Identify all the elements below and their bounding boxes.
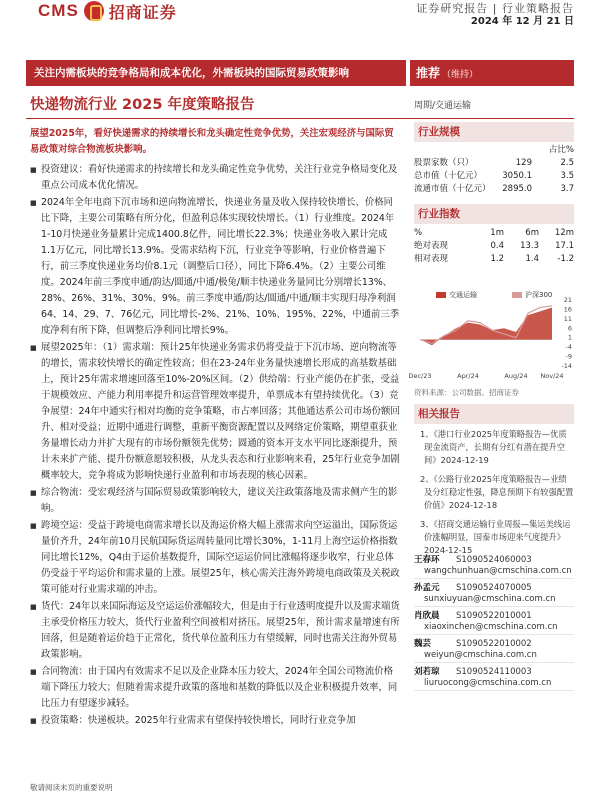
cell-value: 1.4 bbox=[525, 254, 539, 264]
legend-swatch bbox=[512, 292, 522, 298]
cell-value: 13.3 bbox=[520, 241, 539, 251]
analyst-entry bbox=[414, 554, 574, 579]
col-header: 12m bbox=[554, 228, 574, 238]
metric-value: 129 bbox=[515, 158, 532, 168]
analyst-list bbox=[414, 554, 574, 694]
rating-sub: （维持） bbox=[442, 70, 479, 80]
headline-banner: 关注内需板块的竞争格局和成本优化，外需板块的国际贸易政策影响 bbox=[26, 60, 406, 86]
legend-label: 沪深300 bbox=[525, 291, 553, 299]
bullet-item: ■ 2024年全年电商下沉市场和逆向物流增长，快递业务量及收入保持较快增长、价格同比下降，主要公司策略有所分化，但盈利总体实现较快增长。（1）行业维度。2024年1-10月快递业务量累计完成1400.8亿件，同比增长22.3%；快递业务收入累计完成1.1万亿元，同比增长13.9%。受需求结构下沉，行业竞争等影响，行业价格普遍下行，前三季度快递业务均价8.1元（调整后口径），同比下降6.4%。（2）主要公司维度。2024年前三季度申通/韵达/圆通/中通/极兔/顺丰快递业务量同比分别增长13%、28%、26%、31%、30%、9%。前三季度申通/韵达/圆通/中通/顺丰实现归母净利润64、14、29、7、76亿元，同比增长-2%、21%、10%、195%、22%，中通前三季度净利有所下降，但调整后净利同比增长9%。 bbox=[30, 195, 402, 339]
index-chart bbox=[408, 290, 574, 382]
footer-note: 敬请阅读末页的重要说明 bbox=[30, 783, 113, 792]
metric-pct: 3.7 bbox=[560, 184, 574, 194]
analyst-email[interactable]: sunxiuyuan@cmschina.com.cn bbox=[414, 594, 574, 607]
report-category: 周期/交通运输 bbox=[414, 101, 472, 111]
metric-pct: 2.5 bbox=[560, 158, 574, 168]
analyst-entry bbox=[414, 638, 574, 663]
table-row bbox=[414, 253, 574, 266]
bullet-item: ■ 跨境空运：受益于跨境电商需求增长以及海运价格大幅上涨需求向空运溢出，国际货运量价齐升，24年前10月民航国际货运周转量同比增长30%，1-11月上海空运价格指数同比增长12%，Q4由于运价基数提升，国际空运运价同比涨幅将逐步收窄，行业总体仍受益于平均运价和需求量的上涨。展望25年，核心需关注海外跨境电商政策及关税政策可能对行业需求端的冲击。 bbox=[30, 518, 402, 598]
table-row bbox=[414, 183, 574, 196]
analyst-entry bbox=[414, 582, 574, 607]
metric-label: 流通市值（十亿元） bbox=[414, 184, 491, 194]
y-tick-label: -14 bbox=[561, 362, 572, 370]
analyst-name: 王春环 bbox=[414, 555, 440, 565]
analyst-name: 魏芸 bbox=[414, 639, 432, 649]
bullet-item: ■ 综合物流：受宏观经济与国际贸易政策影响较大，建议关注政策落地及需求侧产生的影响。 bbox=[30, 485, 402, 517]
table-row bbox=[414, 240, 574, 253]
x-tick-label: Dec/23 bbox=[408, 372, 432, 380]
metric-label: 股票家数（只） bbox=[414, 158, 474, 168]
analyst-email[interactable]: liuruocong@cmschina.com.cn bbox=[414, 678, 574, 691]
bullet-item: ■ 投资建议：看好快递需求的持续增长和龙头确定性竞争优势，关注行业竞争格局变化及重点公司成本优化情况。 bbox=[30, 162, 402, 194]
bullet-list bbox=[30, 162, 402, 730]
legend-item bbox=[436, 290, 477, 300]
related-report-link[interactable]: 3、《招商交通运输行业周报—集运美线运价涨幅明显，国泰市场迎来气度提升》2024-12-15 bbox=[420, 519, 571, 555]
performance-heading: 行业指数 bbox=[414, 204, 574, 224]
x-tick-label: Aug/24 bbox=[504, 372, 528, 380]
cell-value: 0.4 bbox=[490, 241, 504, 251]
metric-label: 总市值（十亿元） bbox=[414, 171, 483, 181]
analyst-entry bbox=[414, 666, 574, 691]
chart-svg bbox=[408, 290, 574, 382]
analyst-id: S1090522010002 bbox=[456, 639, 532, 649]
analyst-id: S1090522010001 bbox=[456, 611, 532, 621]
performance-table bbox=[414, 227, 574, 266]
x-tick-label: Apr/24 bbox=[457, 372, 479, 380]
legend-label: 交通运输 bbox=[449, 291, 477, 299]
analyst-id: S1090524110003 bbox=[456, 667, 532, 677]
col-header: 6m bbox=[525, 228, 539, 238]
metric-pct: 3.5 bbox=[560, 171, 574, 181]
bullet-item: ■ 展望2025年：（1）需求端：预计25年快递业务需求仍将受益于下沉市场、逆向物流等的增长，需求较快增长的确定性较高；但在23-24年业务量快速增长形成的高基数基础上，预计25年需求增速回落至10%-20%区间。（2）供给端：行业产能仍在扩张，受益于规模效应、产能力利用率提升和运营管理效率提升，单票成本有望持续优化。（3）竞争展望：24年中通实行相对均衡的竞争策略，市占率回落；其他通达系公司市场份额回升、相对受益；近期中通进行调整，重新平衡资源配置以及网络定价策略，期望重获业务量增长动力并扩大现有的市场份额领先优势；圆通的资本开支水平同比逐渐提升，预计未来扩产能、提升份额意愿较积极，从龙头表态和行业影响来看，25年行业竞争加剧概率较大，竞争将成为影响快递行业盈利和市场表现的核心因素。 bbox=[30, 340, 402, 484]
col-header: % bbox=[414, 228, 423, 238]
analyst-id: S1090524060003 bbox=[456, 555, 532, 565]
cell-value: 1.2 bbox=[490, 254, 504, 264]
analyst-entry bbox=[414, 610, 574, 635]
y-tick-label: -4 bbox=[565, 343, 572, 352]
y-tick-label: 16 bbox=[563, 305, 572, 314]
key-metrics-table bbox=[414, 144, 574, 196]
table-header-row bbox=[414, 227, 574, 240]
metric-value: 3050.1 bbox=[502, 171, 532, 181]
report-title: 快递物流行业 2025 年度策略报告 bbox=[30, 97, 255, 113]
logo-emblem-icon bbox=[84, 1, 104, 21]
y-tick-label: 6 bbox=[567, 324, 572, 333]
table-row bbox=[414, 157, 574, 170]
unit-header: 占比% bbox=[548, 145, 574, 155]
related-list bbox=[414, 428, 574, 563]
y-tick-label: -9 bbox=[565, 352, 572, 361]
bullet-item: ■ 货代：24年以来国际海运及空运运价涨幅较大，但是由于行业透明度提升以及需求端货主承受价格压力较大，货代行业盈利空间被相对挤压。展望25年，预计需求量增速有所回落，但是随着运价趋于正常化，货代单位盈利压力有望缓解，同时也需关注海外贸易政策影响。 bbox=[30, 599, 402, 663]
analyst-name: 刘若琼 bbox=[414, 667, 440, 677]
analyst-email[interactable]: wangchunhuan@cmschina.com.cn bbox=[414, 566, 574, 579]
page-header bbox=[0, 0, 600, 40]
col-header: 1m bbox=[490, 228, 504, 238]
analyst-email[interactable]: xiaoxinchen@cmschina.com.cn bbox=[414, 622, 574, 635]
cell-value: 17.1 bbox=[555, 241, 574, 251]
key-metrics-heading: 行业规模 bbox=[414, 122, 574, 142]
y-tick-label: 21 bbox=[563, 296, 572, 304]
company-logo bbox=[38, 0, 177, 22]
analyst-email[interactable]: weiyun@cmschina.com.cn bbox=[414, 650, 574, 663]
logo-cn-text: 招商证券 bbox=[108, 2, 177, 22]
title-divider bbox=[26, 118, 574, 119]
logo-cms-text: CMS bbox=[38, 1, 79, 20]
row-label: 绝对表现 bbox=[414, 241, 449, 251]
related-heading: 相关报告 bbox=[414, 404, 574, 424]
document-type: 证券研究报告 | 行业策略报告 bbox=[416, 2, 574, 15]
legend-item bbox=[512, 290, 552, 300]
cell-value: -1.2 bbox=[557, 254, 574, 264]
table-header-row bbox=[414, 144, 574, 157]
y-tick-label: 11 bbox=[563, 314, 572, 323]
analyst-id: S1090524070005 bbox=[456, 583, 532, 593]
document-date: 2024 年 12 月 21 日 bbox=[470, 16, 574, 27]
y-tick-label: 1 bbox=[567, 333, 572, 342]
rating-box bbox=[410, 60, 574, 86]
chart-source: 资料来源：公司数据、招商证券 bbox=[414, 388, 519, 397]
analyst-name: 孙孟元 bbox=[414, 583, 440, 593]
bullet-item: ■ 投资策略：快递板块。2025年行业需求有望保持较快增长，同时行业竞争加 bbox=[30, 713, 402, 729]
rating-label: 推荐 bbox=[416, 66, 441, 80]
abstract: 展望2025年，看好快递需求的持续增长和龙头确定性竞争优势，关注宏观经济与国际贸易政策对综合物流板块影响。 bbox=[30, 128, 394, 155]
analyst-name: 肖欣晨 bbox=[414, 611, 440, 621]
table-row bbox=[414, 170, 574, 183]
x-tick-label: Nov/24 bbox=[540, 372, 564, 380]
metric-value: 2895.0 bbox=[502, 184, 532, 194]
bullet-item: ■ 合同物流：由于国内有效需求不足以及企业降本压力较大，2024年全国公司物流价格端下降压力较大；但随着需求提升政策的落地和基数的降低以及企业积极提升效率，同比压力有望逐步减轻。 bbox=[30, 664, 402, 712]
legend-swatch bbox=[436, 292, 446, 298]
row-label: 相对表现 bbox=[414, 254, 449, 264]
related-report-link[interactable]: 2、《公路行业2025年度策略报告—业绩及分红稳定性强，降息预期下有较强配置价值》2024-12-18 bbox=[420, 474, 574, 510]
related-report-link[interactable]: 1、《港口行业2025年度策略报告—优质现金流资产，长期有分红有潜在提升空间》2024-12-19 bbox=[420, 429, 567, 465]
